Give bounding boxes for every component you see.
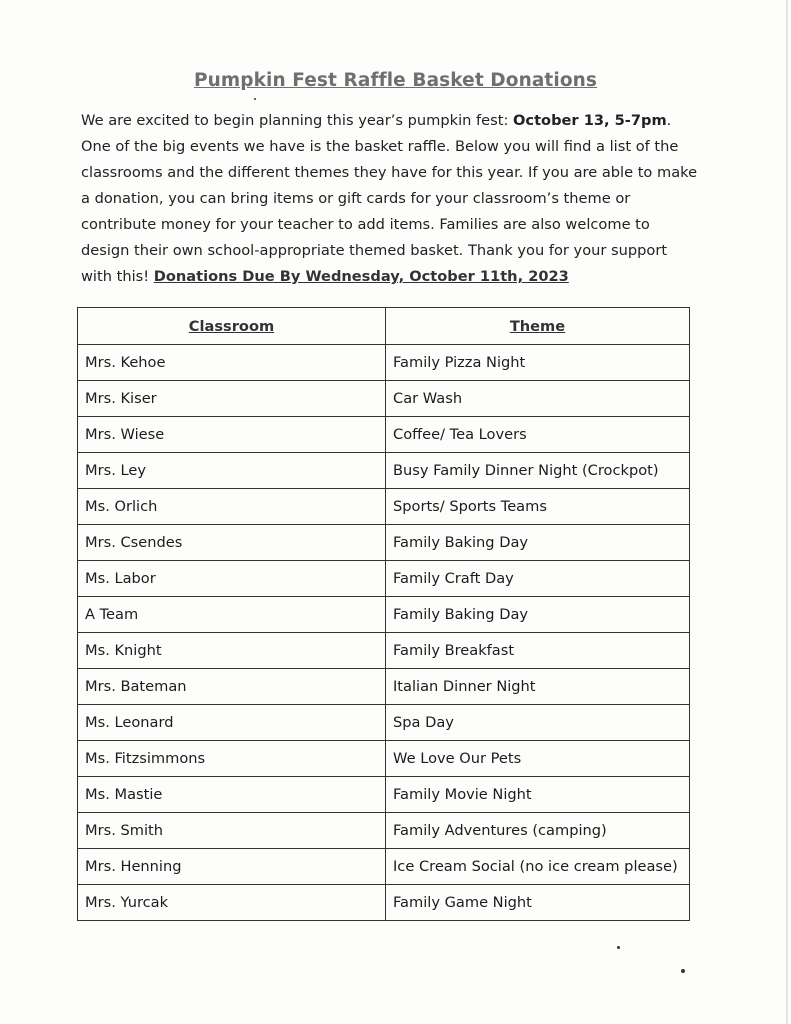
theme-cell: Spa Day (386, 705, 690, 741)
theme-cell: Coffee/ Tea Lovers (386, 417, 690, 453)
table-row (78, 489, 690, 525)
theme-cell: Busy Family Dinner Night (Crockpot) (386, 453, 690, 489)
table-row (78, 669, 690, 705)
theme-cell: Family Adventures (camping) (386, 813, 690, 849)
intro-text-2: . One of the big events we have is the basket raffle. Below you will find a list of the classrooms and the different themes they have for this year. If you are able to make a donation, you can bring items or gift cards for your classroom’s theme or contribute money for your teacher to add items. Families are also welcome to design their own school-appropriate themed basket. Thank you for your support with this! (81, 112, 698, 285)
classroom-cell: Mrs. Henning (78, 849, 386, 885)
theme-cell: Car Wash (386, 381, 690, 417)
theme-column-header: Theme (386, 308, 690, 345)
table-row (78, 381, 690, 417)
scan-speck (254, 98, 256, 100)
theme-cell: Family Baking Day (386, 597, 690, 633)
table-row (78, 633, 690, 669)
donation-deadline: Donations Due By Wednesday, October 11th, 2023 (153, 268, 569, 285)
classroom-cell: A Team (78, 597, 386, 633)
event-date: October 13, 5-7pm (513, 112, 667, 129)
classroom-cell: Mrs. Bateman (78, 669, 386, 705)
classroom-cell: Mrs. Smith (78, 813, 386, 849)
theme-cell: Family Baking Day (386, 525, 690, 561)
theme-cell: Family Game Night (386, 885, 690, 921)
scan-speck (681, 969, 685, 973)
table-body (78, 345, 690, 921)
theme-cell: Family Pizza Night (386, 345, 690, 381)
raffle-themes-table (77, 307, 690, 921)
intro-text-1: We are excited to begin planning this year’s pumpkin fest: (81, 112, 514, 129)
classroom-cell: Ms. Labor (78, 561, 386, 597)
classroom-cell: Mrs. Ley (78, 453, 386, 489)
table-row (78, 813, 690, 849)
table-row (78, 849, 690, 885)
classroom-cell: Ms. Leonard (78, 705, 386, 741)
table-row (78, 705, 690, 741)
table-row (78, 453, 690, 489)
theme-cell: Family Breakfast (386, 633, 690, 669)
classroom-cell: Mrs. Yurcak (78, 885, 386, 921)
classroom-cell: Ms. Mastie (78, 777, 386, 813)
table-row (78, 741, 690, 777)
classroom-cell: Ms. Knight (78, 633, 386, 669)
scan-speck (617, 946, 620, 949)
page-title: Pumpkin Fest Raffle Basket Donations (193, 70, 598, 91)
classroom-cell: Ms. Orlich (78, 489, 386, 525)
classroom-cell: Mrs. Wiese (78, 417, 386, 453)
table-row (78, 597, 690, 633)
theme-cell: Family Craft Day (386, 561, 690, 597)
intro-paragraph (81, 108, 701, 290)
table-row (78, 525, 690, 561)
theme-cell: Italian Dinner Night (386, 669, 690, 705)
theme-cell: We Love Our Pets (386, 741, 690, 777)
theme-cell: Ice Cream Social (no ice cream please) (386, 849, 690, 885)
table-row (78, 345, 690, 381)
table-header-row (78, 308, 690, 345)
table-row (78, 777, 690, 813)
classroom-cell: Ms. Fitzsimmons (78, 741, 386, 777)
classroom-cell: Mrs. Csendes (78, 525, 386, 561)
table-row (78, 561, 690, 597)
theme-cell: Family Movie Night (386, 777, 690, 813)
classroom-cell: Mrs. Kehoe (78, 345, 386, 381)
classroom-cell: Mrs. Kiser (78, 381, 386, 417)
theme-cell: Sports/ Sports Teams (386, 489, 690, 525)
table-row (78, 417, 690, 453)
table-row (78, 885, 690, 921)
page-edge-shadow (786, 0, 788, 1024)
classroom-column-header: Classroom (78, 308, 386, 345)
